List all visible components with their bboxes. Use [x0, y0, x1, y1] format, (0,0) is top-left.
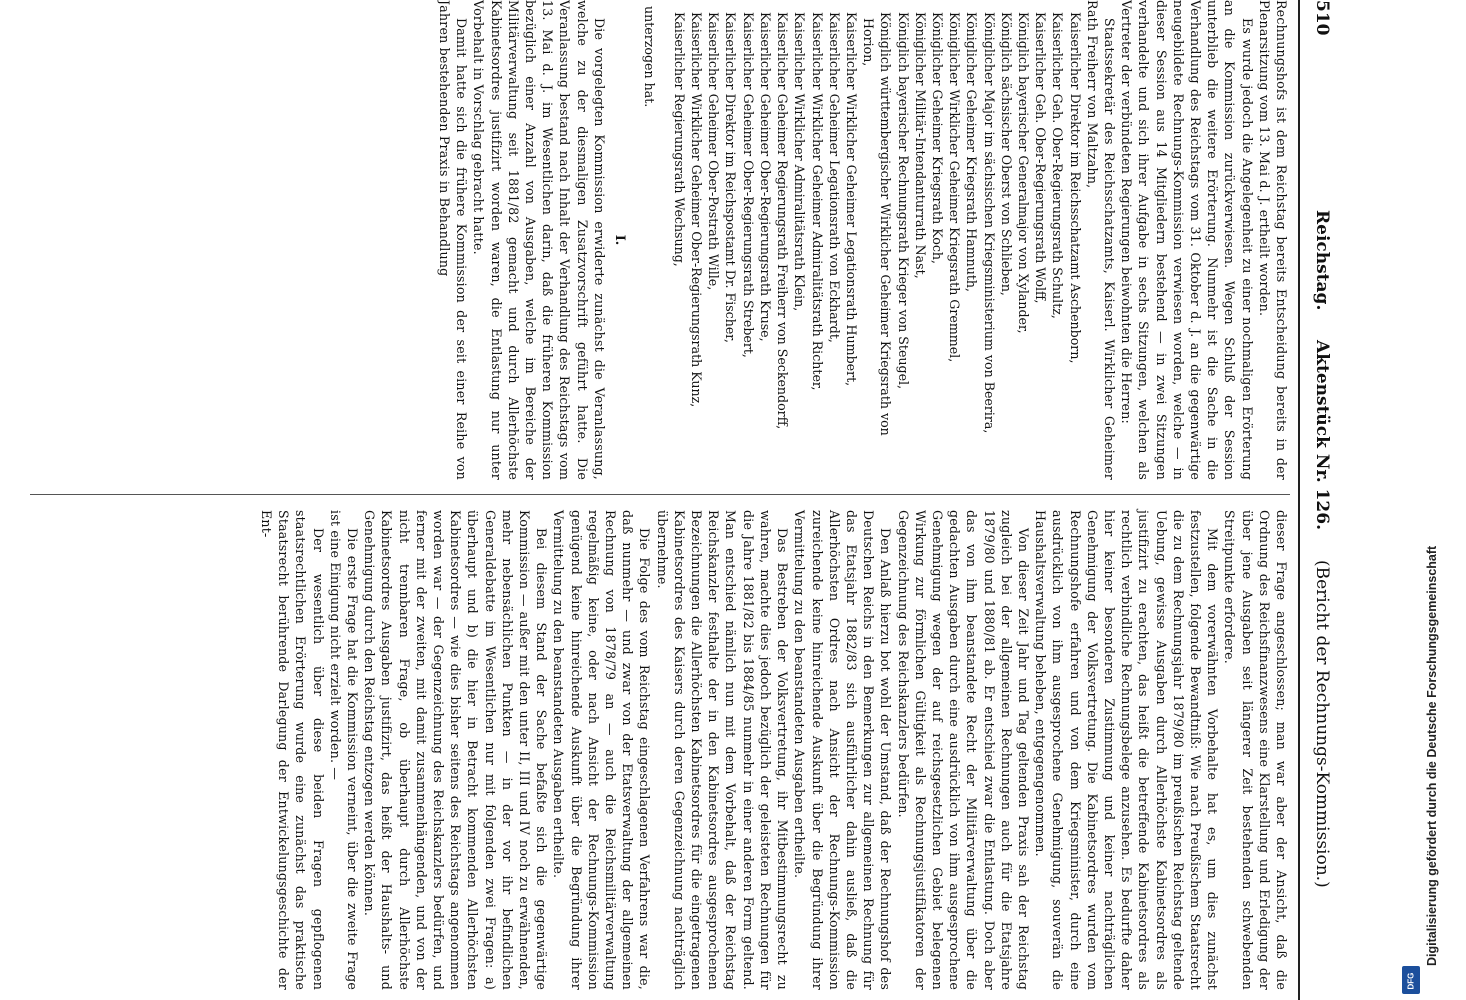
header-document-no: Aktenstück Nr. 126. [1312, 340, 1332, 531]
paragraph: Von dieser Zeit Jahr und Tag geltenden Praxis sah der Reichstag zugleich bei der allgemeinen Rechnungen auch für die Etatsjahre 1879/80 und 1880/81 ab. Er entschied zwar die Entlastung. Doch aber das von ihm beanstandete Recht der Militärverwaltung über die gedachten Ausgaben durch eine ausdrücklich von ihm ausgesprochene Genehmigung wegen der auf reichsgesetzlichen Gebiet belegenen Wirkung zur förmlichen Gültigkeit als Rechnungsjustifikatoren der Gegenzeichnung des Reichskanzlers bedürfen. [895, 510, 1031, 990]
paragraph: Die erste Frage hat die Kommission verneint, über die zweite Frage ist eine Einigung nicht erzielt worden. — [327, 510, 361, 990]
list-item: Kaiserlicher Wirklicher Geheimer Ober-Regierungsrath Kunz, [689, 12, 705, 408]
list-item: Königlicher Major im sächsischen Kriegsministerium von Beerira, [981, 12, 997, 434]
list-item: Königlicher Geheimer Kriegsrath Hamnuth, [964, 12, 980, 293]
list-item: Kaiserlicher Geheimer Ober-Regierungsrath Strebert, [740, 12, 756, 358]
list-item: Königlich württembergischer Wirklicher Geheimer Kriegsrath von Horion, [861, 12, 894, 436]
paragraph: Die Folge des vom Reichstag eingeschlagenen Verfahrens war die, daß nunmehr — und zwar von der Etatsverwaltung der allgemeinen Rechnung von 1878/79 an — auch die Reichsmilitärverwaltung regelmäßig keine, oder nach Ansicht der Rechnungs-Kommission genügend keine hinreichende Auskunft über die Begründung ihrer Vermittelung zu den beanstandeten Ausgaben ertheilte. [551, 510, 653, 990]
list-item: Königlich bayerischer Generalmajor von Xylander, [1015, 12, 1031, 334]
digitization-credit-strip [1388, 0, 1439, 1000]
paragraph: Es wurde jedoch die Angelegenheit zu einer nochmaligen Erörterung an die Kommission zurückverwiesen. Wegen Schluß der Session unterblieb die weitere Erörterung. Nunmehr ist die Sache in die Verhandlung des Reichstags vom 31. Oktober d. J. an die gegenwärtige neugebildete Rechnungs-Kommission verwiesen worden, welche — in dieser Session aus 14 Mitgliedern bestehend — in zwei Sitzungen verhandelte und sich ihrer Aufgabe in sechs Sitzungen, welchen als Vertreter der verbündeten Regierungen beiwohnten die Herren: [1119, 0, 1255, 480]
list-item: Königlich bayerischer Rechnungsrath Krieger von Steugel, [895, 12, 911, 390]
list-item: Kaiserlicher Geheimer Ober-Regierungsrath Kruse, [757, 12, 773, 342]
section-numeral: I. [611, 234, 627, 246]
dfg-logo-text: DFG [1406, 972, 1416, 990]
paragraph: unterzogen hat. [642, 6, 658, 108]
list-item: Königlicher Militär-Intendanturrath Nast, [912, 12, 928, 279]
header-right-title: (Bericht der Rechnungs-Kommission.) [1312, 560, 1332, 888]
list-item: Kaiserlicher Geh. Ober-Regierungsrath Wolff, [1033, 12, 1049, 304]
header-rule [1298, 0, 1300, 1000]
document-page [10, 0, 1340, 1000]
list-item: Kaiserlicher Wirklicher Geheimer Legationsrath Humbert, [843, 12, 859, 387]
list-item: Kaiserlicher Geheimer Legationsrath von Eckhardt, [826, 12, 842, 343]
paragraph: Mit dem vorerwähnten Vorbehalte hat es, um dies zunächst festzustellen, folgende Bewandtniß: Wie nach Preußischem Staatsrecht die zu dem Rechnungsjahr 1879/80 im preußischen Reichstag geltende Uebung, gewisse Ausgaben durch Allerhöchste Kabinetsordres als justifizirt zu erachten, das heißt die betreffende Kabinetsordres als rechtlich verbindliche Rechnungsbelege anzusehen. Es bedurfte daher hier keiner besonderen Zustimmung und keiner nachträglichen Genehmigung der Volksvertretung. Die Kabinetsordres wurden vom Rechnungshofe erfahren und von dem Kriegsminister, durch eine ausdrücklich von ihm ausgesprochene Genehmigung, souverän die Haushaltsverwaltung beheben, entgegengenommen. [1033, 510, 1221, 990]
list-item: Königlich sächsischer Oberst von Schlieben, [998, 12, 1014, 296]
list-item: Kaiserlicher Geheimer Ober-Postrath Wille, [706, 12, 722, 291]
dfg-logo [1402, 966, 1420, 994]
list-item: Königlicher Wirklicher Geheimer Kriegsrath Gremmel, [947, 12, 963, 363]
page-number: 510 [1312, 0, 1332, 36]
paragraph: Das Bestreben der Volksvertretung, ihr Mitbestimmungsrecht zu wahren, machte dies jedoch bezüglich der geleisteten Rechnungen für die Jahre 1881/82 bis 1884/85 nunmehr in einer anderen Form geltend. Man entschied nämlich nun mit dem Vorbehalt, daß der Reichstag Reichskanzler festhalte der in den Kabinetsordres ausgesprochenen Bezeichnungen die Allerhöchsten Kabinetsordres für die eingetragenen Kabinetsordres des Kaisers durch deren Gegenzeichnung nachträglich übernehme. [654, 510, 791, 990]
header-left-title: Reichstag. [1312, 210, 1332, 311]
list-item: Kaiserlicher Geheimer Regierungsrath Freiherr von Seckendorff, [775, 12, 791, 430]
right-column [20, 510, 1290, 990]
page-header [1304, 0, 1332, 1000]
digitization-credit: Digitalisierung gefördert durch die Deutsche Forschungsgemeinschaft [1425, 545, 1439, 966]
list-item: Königlicher Geheimer Kriegsrath Koch, [929, 12, 945, 265]
paragraph: Der wesentlich über diese beiden Fragen gepflogenen staatsrechtlichen Erörterung wurde eine zunächst das praktische Staatsrecht berührende Darlegung der Entwickelungsgeschichte der Ent- [259, 510, 326, 990]
paragraph: Rechnungshofs ist dem Reichstag bereits Entscheidung bereits in der Plenarsitzung vom 13. Mai d. J. ertheilt worden. [1256, 0, 1289, 480]
paragraph: Die vorgelegten Kommission erwiderte zunächst die Veranlassung, welche zu der diesmaligen Zusatzvorschrift geführt hatte. Die Veranlassung bestand nach Inhalt der Verhandlung des Reichstags vom 13. Mai d. J. im Wesentlichen darin, daß die früheren Kommission bezüglich einer Anzahl von Ausgaben, welche im Bereiche der Militärverwaltung seit 1881/82 gemacht und durch Allerhöchste Kabinetsordres justifizirt worden waren, die Entlastung nur unter Vorbehalt in Vorschlag gebracht hatte. [471, 0, 607, 480]
paragraph: dieser Frage angeschlossen; man war aber der Ansicht, daß die Ordnung des Reichsfinanzwesens eine Klarstellung und Erledigung der über jene Ausgaben seit längerer Zeit bestehenden schwebenden Streitpunkte erfordere. [1222, 510, 1289, 990]
list-item: Kaiserlicher Geh. Ober-Regierungsrath Schultz, [1050, 12, 1066, 319]
list-item: Kaiserlicher Wirklicher Geheimer Admiralitätsrath Richter, [809, 12, 825, 391]
paragraph: Bei diesem Stand der Sache befaßte sich die gegenwärtige Kommission — außer mit den unter II, III und IV noch zu erwähnenden, mehr nebensächlichen Punkten — in der vor ihr befindlichen Generaldebatte im Wesentlichen nur mit folgenden zwei Fragen: a) überhaupt und b) die hier in Betracht kommenden Allerhöchsten Kabinetsordres — wie dies bisher seitens des Reichstags angenommen worden war — der Gegenzeichnung des Reichskanzlers bedürfen, und ferner mit der zweiten, mit damit zusammenhängenden, und von der nicht trennbaren Frage, ob überhaupt durch Allerhöchste Kabinetsordres Ausgaben justifizirt, das heißt der Haushalts- und Genehmigung durch den Reichstag entzogen werden können. [362, 510, 550, 990]
list-item: Kaiserlicher Direktor im Reichspostamt Dr. Fischer, [723, 12, 739, 343]
list-item: Kaiserlicher Regierungsrath Wechsung, [671, 12, 687, 267]
paragraph: Staatssekretär des Reichsschatzamts, Kaiserl. Wirklicher Geheimer Rath Freiherr von Maltzahn, [1084, 0, 1117, 480]
column-separator [30, 494, 1290, 495]
list-item: Kaiserlicher Direktor im Reichsschatzamt Aschenborn, [1067, 12, 1083, 364]
list-item: Kaiserlicher Wirklicher Admiralitätsrath Klein, [792, 12, 808, 312]
paragraph: Den Anlaß hierzu bot wohl der Umstand, daß der Rechnungshof des Deutschen Reichs in den Bemerkungen zur allgemeinen Rechnung für das Etatsjahr 1882/83 sich ausführlicher dahin ausließ, daß die Allerhöchsten Ordres nach Ansicht der Rechnungs-Kommission zureichende keine hinreichende Auskunft über die Begründung ihrer Vermittelung zu den beanstandeten Ausgaben ertheilte. [792, 510, 894, 990]
paragraph: Damit hatte sich die frühere Kommission der seit einer Reihe von Jahren bestehenden Praxis in Behandlung [437, 0, 470, 480]
left-column [20, 0, 1290, 480]
